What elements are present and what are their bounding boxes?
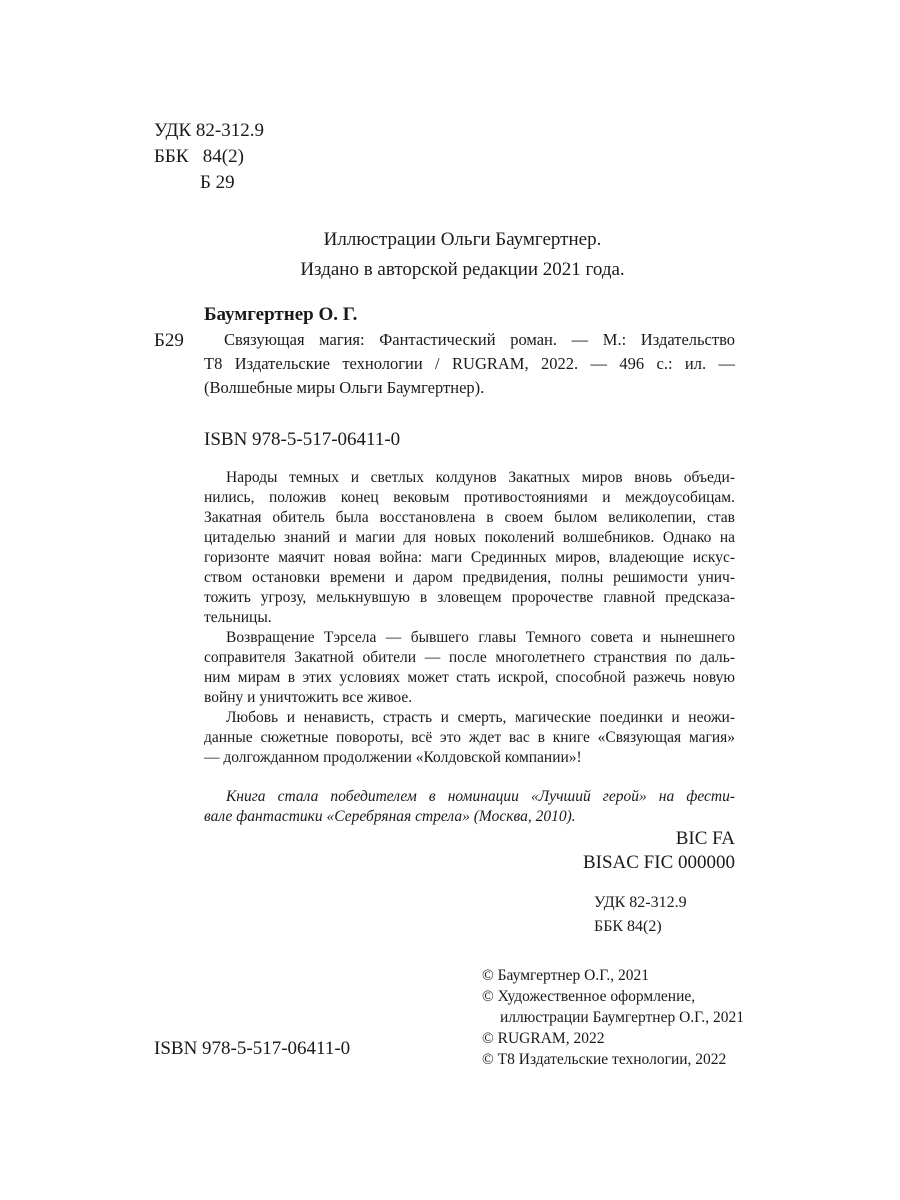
annotation-line: — долгожданном продолжении «Колдовской компании»! <box>204 749 582 766</box>
copyright-line: © Т8 Издательские технологии, 2022 <box>482 1051 727 1068</box>
annotation <box>204 468 735 827</box>
edition-note: Издано в авторской редакции 2021 года. <box>300 259 625 280</box>
description-line: Связующая магия: Фантастический роман. — М.: Издательство <box>224 330 735 349</box>
author-mark: Б 29 <box>200 172 235 193</box>
annotation-line: Любовь и ненависть, страсть и смерть, магические поединки и неожи- <box>226 709 735 726</box>
award-line: вале фантастики «Серебряная стрела» (Москва, 2010). <box>204 808 576 825</box>
annotation-line: цитаделью знаний и магии для новых поколений волшебников. Однако на <box>204 529 735 546</box>
annotation-line: войну и уничтожить все живое. <box>204 689 413 706</box>
copyright-line: иллюстрации Баумгертнер О.Г., 2021 <box>500 1009 744 1026</box>
description-line: Т8 Издательские технологии / RUGRAM, 2022. — 496 с.: ил. — <box>204 354 735 373</box>
copyright-line: © RUGRAM, 2022 <box>482 1030 605 1047</box>
udk-code-bottom: УДК 82-312.9 <box>594 894 687 911</box>
annotation-line: Возвращение Тэрсела — бывшего главы Темного совета и нынешнего <box>226 629 735 646</box>
classification-top <box>154 118 264 196</box>
bbk-code-bottom: ББК 84(2) <box>594 918 662 935</box>
annotation-line: тельницы. <box>204 609 272 626</box>
bic-code: BIC FA <box>675 828 735 849</box>
subject-codes <box>535 827 735 875</box>
annotation-paragraph-1 <box>204 468 735 628</box>
copyright-line: © Баумгертнер О.Г., 2021 <box>482 967 650 984</box>
annotation-line: Закатная обитель была восстановлена в своем былом великолепии, став <box>204 509 735 526</box>
annotation-line: Народы темных и светлых колдунов Закатных миров вновь объеди- <box>226 469 735 486</box>
copyright-block <box>482 965 744 1070</box>
illustrations-credit: Иллюстрации Ольги Баумгертнер. <box>323 229 602 250</box>
bibliographic-description <box>204 328 735 400</box>
annotation-line: нились, положив конец вековым противостояниями и междоусобицам. <box>204 489 735 506</box>
side-mark: Б29 <box>154 330 184 351</box>
annotation-paragraph-3 <box>204 708 735 768</box>
classification-bottom <box>594 891 687 939</box>
annotation-line: данные сюжетные повороты, всё это ждет вас в книге «Связующая магия» <box>204 729 735 746</box>
award-line: Книга стала победителем в номинации «Лучший герой» на фести- <box>226 788 735 805</box>
annotation-line: тожить угрозу, мелькнувшую в зловещем пророчестве главной предсказа- <box>204 589 735 606</box>
annotation-line: горизонте маячит новая война: маги Срединных миров, владеющие искус- <box>204 549 735 566</box>
annotation-line: соправителя Закатной обители — после многолетнего странствия по даль- <box>204 649 735 666</box>
copyright-line: © Художественное оформление, <box>482 988 696 1005</box>
isbn-record: ISBN 978-5-517-06411-0 <box>204 429 401 450</box>
annotation-paragraph-2 <box>204 628 735 708</box>
annotation-line: ством остановки времени и даром предвидения, полны решимости унич- <box>204 569 735 586</box>
udk-code: УДК 82-312.9 <box>154 120 264 141</box>
description-line: (Волшебные миры Ольги Баумгертнер). <box>204 378 485 397</box>
award-note <box>204 787 735 827</box>
bisac-code: BISAC FIC 000000 <box>582 852 735 873</box>
credits <box>200 225 725 285</box>
author-heading: Баумгертнер О. Г. <box>204 304 358 325</box>
bbk-code: ББК 84(2) <box>154 146 244 167</box>
isbn-footer: ISBN 978-5-517-06411-0 <box>154 1038 351 1059</box>
annotation-line: ним мирам в этих условиях может стать искрой, способной разжечь новую <box>204 669 735 686</box>
